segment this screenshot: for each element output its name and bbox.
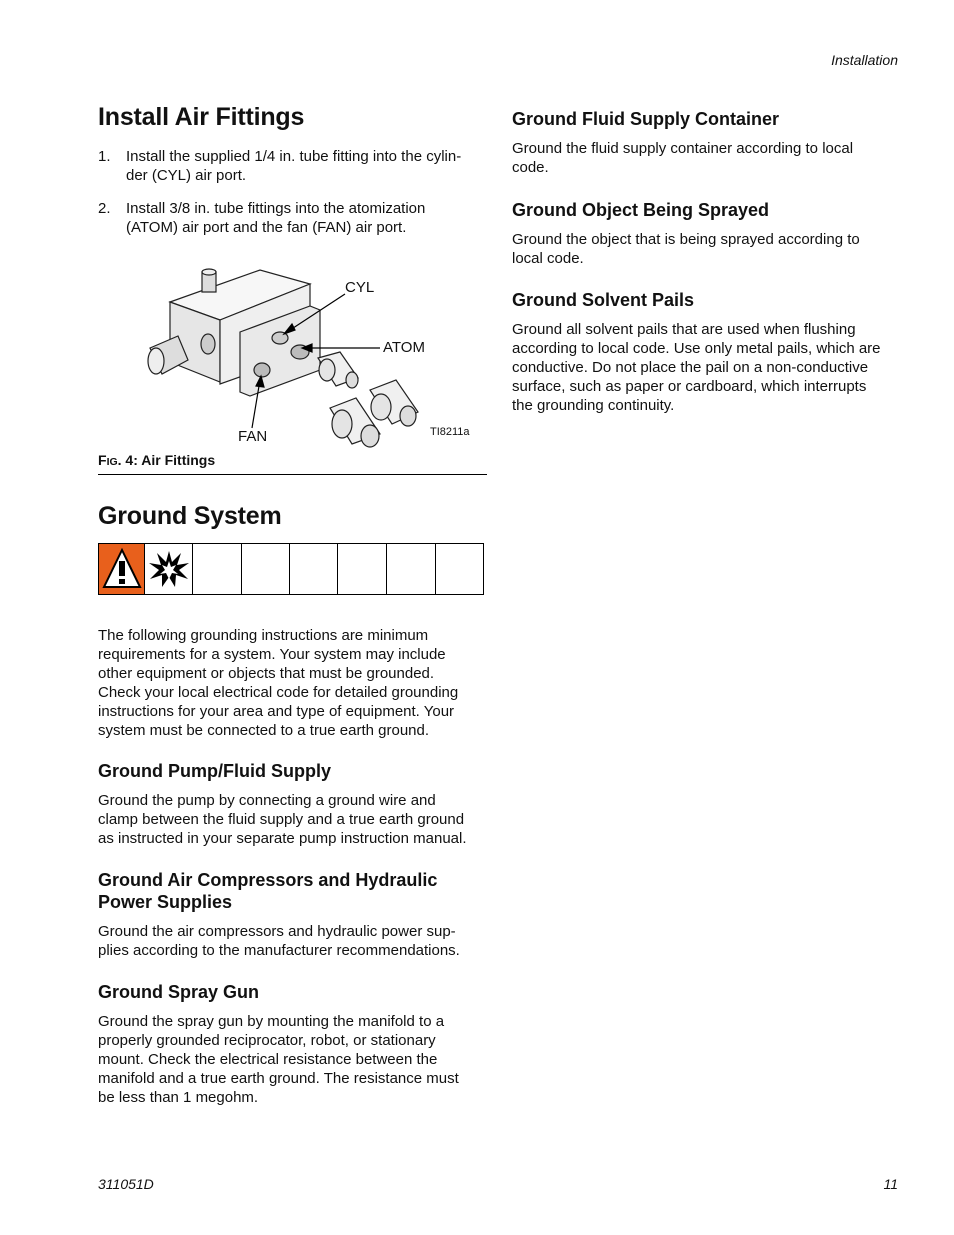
paragraph-line: Ground all solvent pails that are used when flushing <box>512 321 856 338</box>
install-air-fittings-heading: Install Air Fittings <box>98 103 305 131</box>
warning-triangle-cell <box>99 544 145 594</box>
ground-compressors-heading <box>98 869 488 913</box>
paragraph-line: Ground the pump by connecting a ground wire and <box>98 792 436 809</box>
ground-pump-text <box>98 791 488 848</box>
ground-spray-gun-text <box>98 1012 488 1107</box>
empty-symbol-cell <box>338 544 387 594</box>
ground-object-heading: Ground Object Being Sprayed <box>512 200 770 220</box>
step-text-line: Install the supplied 1/4 in. tube fitting into the cylin- <box>126 148 462 165</box>
step-number: 2. <box>98 200 111 217</box>
ground-spray-gun-heading: Ground Spray Gun <box>98 982 260 1002</box>
intro-line: requirements for a system. Your system may include <box>98 646 446 663</box>
ground-system-heading: Ground System <box>98 502 282 530</box>
install-step <box>98 199 488 237</box>
caption-prefix-f: F <box>98 452 107 468</box>
step-text-line: (ATOM) air port and the fan (FAN) air port. <box>126 219 407 236</box>
empty-symbol-cell <box>387 544 436 594</box>
warning-triangle-icon <box>102 547 142 591</box>
empty-symbol-cell <box>290 544 338 594</box>
figure-caption <box>98 452 215 468</box>
paragraph-line: properly grounded reciprocator, robot, or stationary <box>98 1032 436 1049</box>
intro-line: The following grounding instructions are minimum <box>98 627 429 644</box>
explosion-icon <box>148 549 190 589</box>
ground-container-text <box>512 139 902 177</box>
cyl-label: CYL <box>345 279 375 296</box>
empty-symbol-cell <box>193 544 242 594</box>
intro-line: other equipment or objects that must be grounded. <box>98 665 435 682</box>
paragraph-line: as instructed in your separate pump instruction manual. <box>98 830 467 847</box>
air-fittings-illustration <box>140 262 480 452</box>
ground-solvent-heading: Ground Solvent Pails <box>512 290 695 310</box>
running-header: Installation <box>831 52 898 68</box>
ground-system-intro <box>98 626 488 740</box>
paragraph-line: manifold and a true earth ground. The resistance must <box>98 1070 459 1087</box>
intro-line: system must be connected to a true earth ground. <box>98 722 430 739</box>
install-steps-list <box>98 147 488 251</box>
document-number: 311051D <box>98 1176 154 1192</box>
ground-solvent-text <box>512 320 902 415</box>
paragraph-line: Ground the spray gun by mounting the manifold to a <box>98 1013 445 1030</box>
section-divider <box>98 474 487 475</box>
intro-line: instructions for your area and type of equipment. Your <box>98 703 455 720</box>
paragraph-line: plies according to the manufacturer recommendations. <box>98 942 460 959</box>
paragraph-line: Ground the air compressors and hydraulic power sup- <box>98 923 456 940</box>
step-text-line: der (CYL) air port. <box>126 167 247 184</box>
paragraph-line: Ground the object that is being sprayed according to <box>512 231 860 248</box>
paragraph-line: surface, such as paper or cardboard, which interrupts <box>512 378 867 395</box>
paragraph-line: be less than 1 megohm. <box>98 1089 259 1106</box>
paragraph-line: conductive. Do not place the pail on a non-conductive <box>512 359 869 376</box>
empty-symbol-cell <box>436 544 483 594</box>
paragraph-line: the grounding continuity. <box>512 397 675 414</box>
figure-id: TI8211a <box>430 426 470 438</box>
ground-object-text <box>512 230 902 268</box>
explosion-cell <box>145 544 193 594</box>
step-text-line: Install 3/8 in. tube fittings into the atomization <box>126 200 426 217</box>
air-fittings-figure <box>140 262 480 452</box>
step-number: 1. <box>98 148 111 165</box>
ground-container-heading: Ground Fluid Supply Container <box>512 109 779 129</box>
warning-symbols-table <box>98 543 484 595</box>
ground-pump-heading: Ground Pump/Fluid Supply <box>98 761 331 781</box>
install-step <box>98 147 488 185</box>
caption-prefix-rest: IG <box>106 456 118 468</box>
heading-line: Ground Air Compressors and Hydraulic <box>98 870 438 890</box>
manifold-block <box>148 269 320 396</box>
paragraph-line: code. <box>512 159 549 176</box>
paragraph-line: Ground the fluid supply container according to local <box>512 140 854 157</box>
paragraph-line: mount. Check the electrical resistance between the <box>98 1051 438 1068</box>
empty-symbol-cell <box>242 544 290 594</box>
paragraph-line: according to local code. Use only metal pails, which are <box>512 340 881 357</box>
page-number: 11 <box>883 1176 898 1192</box>
heading-line: Power Supplies <box>98 892 233 912</box>
intro-line: Check your local electrical code for detailed grounding <box>98 684 459 701</box>
paragraph-line: local code. <box>512 250 584 267</box>
ground-compressors-text <box>98 922 488 960</box>
paragraph-line: clamp between the fluid supply and a true earth ground <box>98 811 465 828</box>
atom-label: ATOM <box>383 339 425 356</box>
tube-fittings <box>318 352 418 447</box>
fan-label: FAN <box>238 428 268 445</box>
caption-text: . 4: Air Fittings <box>117 452 216 468</box>
